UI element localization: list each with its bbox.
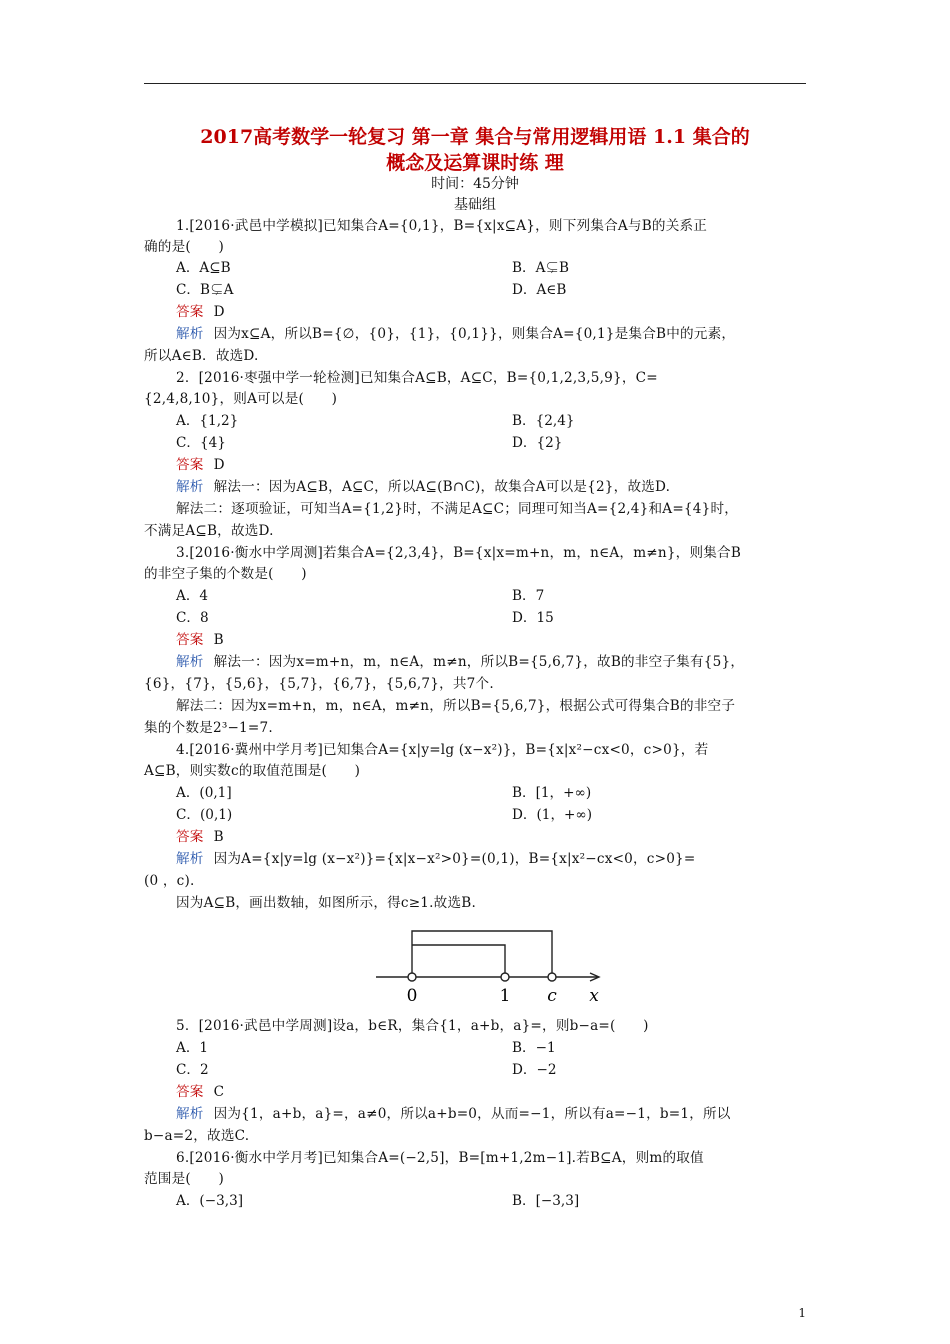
- q4-option-a: A．(0,1]: [176, 785, 232, 801]
- tick-label-1: 1: [499, 986, 511, 1006]
- doc-title-line1: 2017高考数学一轮复习 第一章 集合与常用逻辑用语 1.1 集合的: [200, 126, 750, 148]
- analysis-label: 解析: [176, 654, 204, 670]
- q3-analysis-line2: {6}，{7}，{5,6}，{5,7}，{6,7}，{5,6,7}，共7个.: [144, 676, 494, 692]
- q6-stem-line1: 6.[2016·衡水中学月考]已知集合A=(−2,5]，B=[m+1,2m−1].若B⊆A，则m的取值: [176, 1150, 704, 1166]
- q5-answer-value: C: [213, 1084, 225, 1100]
- tick-label-c: c: [547, 986, 557, 1006]
- q3-stem-line2: 的非空子集的个数是( ): [144, 566, 307, 582]
- q1-stem-line2: 确的是( ): [144, 239, 224, 255]
- q3-option-d: D．15: [512, 610, 554, 626]
- interval-b-bracket: [412, 931, 552, 977]
- q2-option-a: A．{1,2}: [176, 413, 239, 429]
- answer-label: 答案: [176, 632, 204, 648]
- axis-label-x: x: [589, 986, 599, 1006]
- q6-stem-line2: 范围是( ): [144, 1171, 224, 1187]
- q4-analysis-line2: (0 ，c).: [144, 873, 195, 889]
- q4-analysis-line1: [176, 849, 808, 870]
- q3-answer-value: B: [213, 632, 224, 648]
- q1-answer-value: D: [213, 304, 225, 320]
- answer-label: 答案: [176, 457, 204, 473]
- q4-option-c: C．(0,1): [176, 807, 233, 823]
- q2-stem-line1: 2．[2016·枣强中学一轮检测]已知集合A⊆B，A⊆C，B={0,1,2,3,5,9}，C=: [176, 370, 658, 386]
- time-limit: 时间：45分钟: [431, 176, 519, 192]
- q5-option-a: A．1: [176, 1040, 209, 1056]
- q2-stem-line2: {2,4,8,10}，则A可以是( ): [144, 391, 338, 407]
- q2-answer-value: D: [213, 457, 225, 473]
- q1-option-c: C．B⊊A: [176, 282, 234, 298]
- q4-analysis-line3: 因为A⊆B，画出数轴，如图所示，得c≥1.故选B.: [176, 895, 476, 911]
- q2-option-c: C．{4}: [176, 435, 226, 451]
- q1-analysis-line1: [176, 324, 808, 345]
- q1-answer: [176, 302, 808, 323]
- q6-option-a: A．(−3,3]: [176, 1193, 244, 1209]
- open-point-0: [408, 973, 416, 981]
- number-line-figure: [374, 915, 608, 1007]
- open-point-c: [548, 973, 556, 981]
- header-rule: [144, 83, 806, 84]
- q3-analysis-line3: 解法二：因为x=m+n，m，n∈A，m≠n，所以B={5,6,7}，根据公式可得集合B的非空子: [176, 698, 736, 714]
- q1-analysis-text1: 因为x⊆A，所以B={∅，{0}，{1}，{0,1}}，则集合A={0,1}是集合B中的元素，: [213, 326, 736, 342]
- q2-option-b: B．{2,4}: [512, 413, 575, 429]
- q2-answer: [176, 455, 808, 476]
- q3-option-a: A．4: [176, 588, 209, 604]
- q5-analysis-text1: 因为{1，a+b，a}=，a≠0，所以a+b=0，从而=−1，所以有a=−1，b=1，所以: [213, 1106, 731, 1122]
- open-point-1: [501, 973, 509, 981]
- q4-stem-line2: A⊆B，则实数c的取值范围是( ): [144, 763, 361, 779]
- answer-label: 答案: [176, 1084, 204, 1100]
- q3-answer: [176, 630, 808, 651]
- doc-title-line2: 概念及运算课时练 理: [386, 152, 564, 174]
- analysis-label: 解析: [176, 1106, 204, 1122]
- interval-a-bracket: [412, 945, 505, 977]
- answer-label: 答案: [176, 304, 204, 320]
- q3-analysis-line4: 集的个数是2³−1=7.: [144, 720, 273, 736]
- q3-option-c: C．8: [176, 610, 209, 626]
- q3-analysis-line1: [176, 652, 808, 673]
- q5-answer: [176, 1082, 808, 1103]
- q3-stem-line1: 3.[2016·衡水中学周测]若集合A={2,3,4}，B={x|x=m+n，m，n∈A，m≠n}，则集合B: [176, 545, 742, 561]
- q2-analysis-line3: 不满足A⊆B，故选D.: [144, 523, 274, 539]
- q1-option-d: D．A∈B: [512, 282, 567, 298]
- q5-option-d: D．−2: [512, 1062, 557, 1078]
- page-number: 1: [798, 1306, 806, 1320]
- q4-option-d: D．(1，+∞): [512, 807, 593, 823]
- q2-analysis-line1: [176, 477, 808, 498]
- q1-analysis-line2: 所以A∈B．故选D.: [144, 348, 259, 364]
- q4-option-b: B．[1，+∞): [512, 785, 592, 801]
- q3-analysis-text1: 解法一：因为x=m+n，m，n∈A，m≠n，所以B={5,6,7}，故B的非空子集有{5}，: [213, 654, 745, 670]
- q1-option-b: B．A⊊B: [512, 260, 569, 276]
- tick-label-0: 0: [406, 986, 418, 1006]
- q5-analysis-line1: [176, 1104, 808, 1125]
- analysis-label: 解析: [176, 326, 204, 342]
- group-heading: 基础组: [454, 197, 496, 213]
- q4-answer: [176, 827, 808, 848]
- q1-stem-line1: 1.[2016·武邑中学模拟]已知集合A={0,1}，B={x|x⊆A}，则下列集合A与B的关系正: [176, 218, 708, 234]
- q1-option-a: A．A⊆B: [176, 260, 231, 276]
- q2-analysis-text1: 解法一：因为A⊆B，A⊆C，所以A⊆(B∩C)，故集合A可以是{2}，故选D.: [213, 479, 671, 495]
- q4-stem-line1: 4.[2016·冀州中学月考]已知集合A={x|y=lg (x−x²)}，B={x|x²−cx<0，c>0}，若: [176, 742, 709, 758]
- q5-analysis-line2: b−a=2，故选C.: [144, 1128, 250, 1144]
- q4-answer-value: B: [213, 829, 224, 845]
- q5-option-b: B．−1: [512, 1040, 556, 1056]
- q6-option-b: B．[−3,3]: [512, 1193, 580, 1209]
- q4-analysis-text1: 因为A={x|y=lg (x−x²)}={x|x−x²>0}=(0,1)，B={x|x²−cx<0，c>0}=: [213, 851, 696, 867]
- analysis-label: 解析: [176, 479, 204, 495]
- analysis-label: 解析: [176, 851, 204, 867]
- q2-option-d: D．{2}: [512, 435, 563, 451]
- answer-label: 答案: [176, 829, 204, 845]
- q5-option-c: C．2: [176, 1062, 209, 1078]
- q3-option-b: B．7: [512, 588, 545, 604]
- q5-stem-line1: 5．[2016·武邑中学周测]设a，b∈R，集合{1，a+b，a}=，则b−a=( ): [176, 1018, 649, 1034]
- q2-analysis-line2: 解法二：逐项验证，可知当A={1,2}时，不满足A⊆C；同理可知当A={2,4}和A={4}时，: [176, 501, 739, 517]
